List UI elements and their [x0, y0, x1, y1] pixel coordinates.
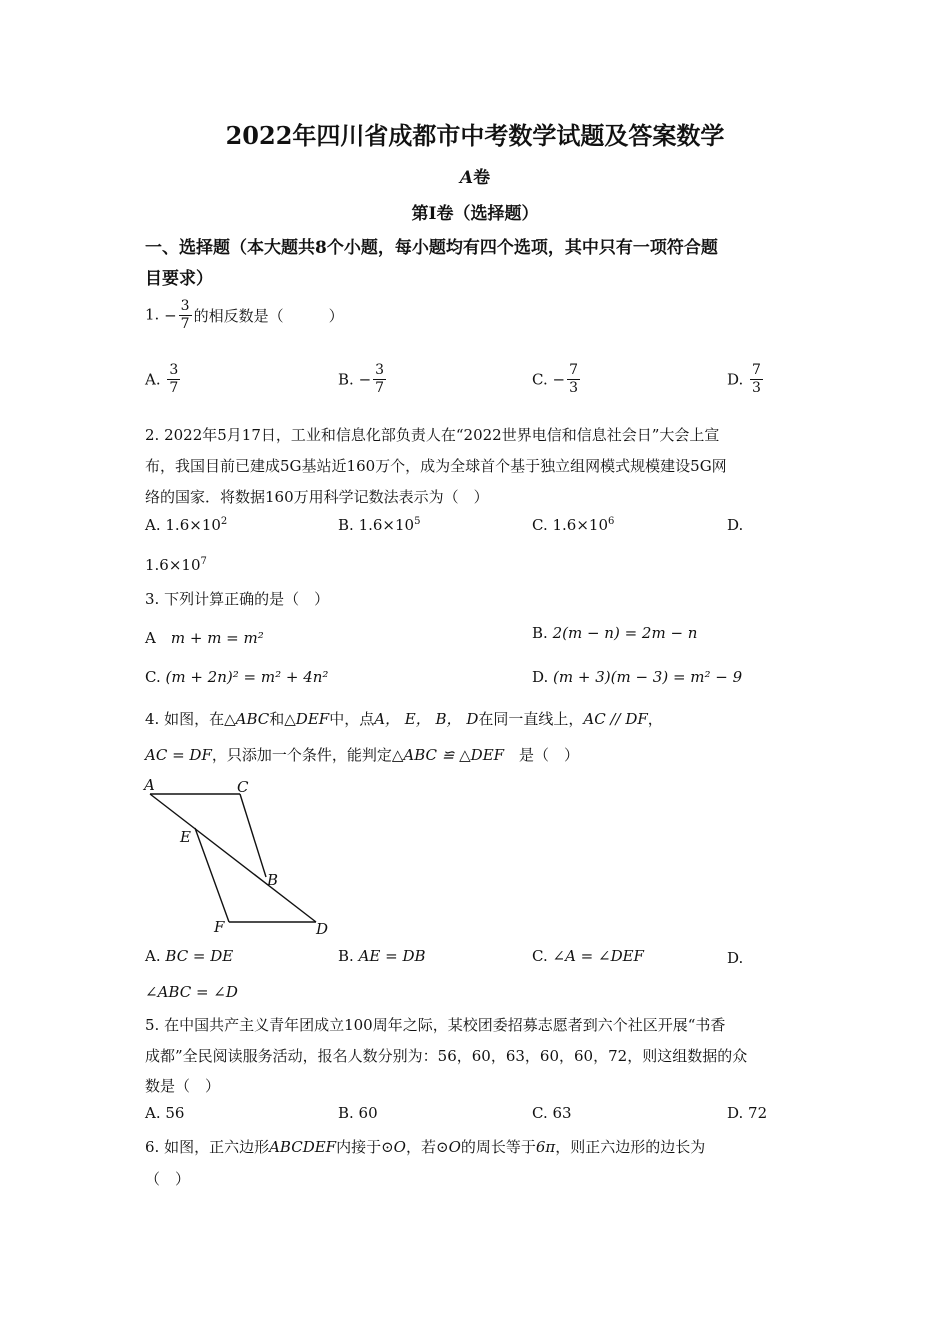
volume-heading: 第Ⅰ卷（选择题） — [411, 204, 539, 224]
q1-fraction: $\frac{3}{7}$ — [180, 298, 190, 332]
page-title: 2022年四川省成都市中考数学试题及答案数学 — [225, 121, 725, 150]
q5-option-a: A. 56 — [145, 1104, 185, 1122]
q1-text: 的相反数是（ ） — [193, 307, 344, 325]
part-letter: A — [459, 168, 474, 188]
q4-option-a: A. BC = DE — [145, 947, 234, 965]
paper-part-a — [0, 163, 950, 188]
q1-option-c: C. − $\frac{7}{3}$ — [532, 362, 578, 396]
segment-ad — [150, 794, 316, 922]
q3-option-b: B. 2(m − n) = 2m − n — [532, 624, 698, 642]
q2-option-b: B. $1.6\times 10^5$ — [338, 516, 421, 534]
q4-option-d-label: D. — [727, 949, 744, 967]
q5-option-d: D. 72 — [727, 1104, 768, 1122]
q2-option-d-label: D. — [727, 516, 744, 534]
segment-cb — [240, 794, 266, 877]
q3-option-c: C. (m + 2n)² = m² + 4n² — [145, 668, 329, 686]
q4-option-d-value: ∠ABC = ∠D — [145, 983, 238, 1001]
question-4-line2: AC = DF，只添加一个条件，能判定△ABC ≌ △DEF 是（ ） — [145, 746, 580, 764]
label-a: A — [144, 776, 155, 794]
q3-option-a: A m + m = m² — [145, 629, 264, 647]
question-2-line2: 布，我国目前已建成5G基站近160万个，成为全球首个基于独立组网模式规模建设5G网 — [145, 457, 727, 475]
question-5-line1: 5. 在中国共产主义青年团成立100周年之际，某校团委招募志愿者到六个社区开展“书香 — [145, 1016, 726, 1034]
q3-option-d: D. (m + 3)(m − 3) = m² − 9 — [532, 668, 743, 686]
label-d: D — [316, 920, 329, 938]
q4-option-b: B. AE = DB — [338, 947, 426, 965]
q1-negative-sign: − — [164, 306, 177, 325]
q1-option-b: B. − $\frac{3}{7}$ — [338, 362, 385, 396]
question-3: 3. 下列计算正确的是（ ） — [145, 590, 330, 608]
question-2-line3: 络的国家．将数据160万用科学记数法表示为（ ） — [145, 488, 489, 506]
q5-option-b: B. 60 — [338, 1104, 378, 1122]
section-heading-line1: 一、选择题（本大题共8个小题，每小题均有四个选项，其中只有一项符合题 — [145, 238, 718, 258]
section-heading-line2: 目要求） — [145, 269, 213, 289]
q2-option-d-value: $1.6\times 10^7$ — [145, 556, 207, 574]
label-b: B — [267, 871, 279, 889]
label-f: F — [214, 918, 225, 936]
q2-option-a: A. $1.6\times 10^2$ — [145, 516, 228, 534]
question-5-line2: 成都”全民阅读服务活动，报名人数分别为：56，60，63，60，60，72，则这组数据的众 — [145, 1047, 748, 1065]
question-1 — [145, 298, 344, 333]
q4-option-c: C. ∠A = ∠DEF — [532, 947, 644, 965]
q2-option-c: C. $1.6\times 10^6$ — [532, 516, 615, 534]
q1-option-a: A. $\frac{3}{7}$ — [145, 362, 179, 396]
q4-figure — [140, 772, 340, 942]
question-4-line1: 4. 如图，在△ABC和△DEF中，点A， E， B， D在同一直线上，AC // DF， — [145, 710, 663, 728]
part-suffix: 卷 — [473, 168, 491, 188]
question-2-line1: 2. 2022年5月17日，工业和信息化部负责人在“2022世界电信和信息社会日”大会上宣 — [145, 426, 720, 444]
label-c: C — [237, 778, 249, 796]
question-6-line2: （ ） — [145, 1170, 191, 1188]
q1-option-d: D. $\frac{7}{3}$ — [727, 362, 761, 396]
question-6-line1: 6. 如图，正六边形ABCDEF内接于⊙O，若⊙O的周长等于6π，则正六边形的边长为 — [145, 1138, 706, 1156]
q1-number: 1. — [145, 305, 160, 324]
label-e: E — [180, 828, 191, 846]
question-5-line3: 数是（ ） — [145, 1077, 221, 1095]
q5-option-c: C. 63 — [532, 1104, 572, 1122]
